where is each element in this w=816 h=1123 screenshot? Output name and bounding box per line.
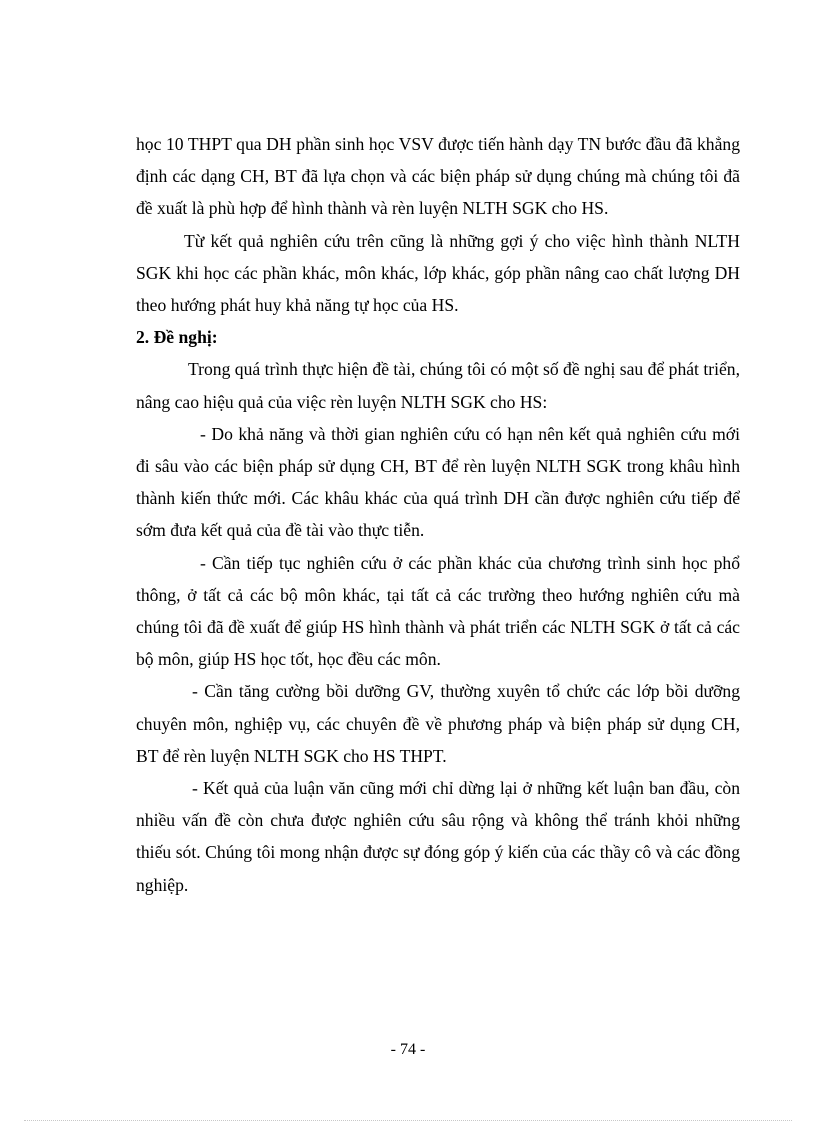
body-paragraph: - Do khả năng và thời gian nghiên cứu có hạn nên kết quả nghiên cứu mới đi sâu vào các biện pháp sử dụng CH, BT để rèn luyện NLTH SGK trong khâu hình thành kiến thức mới. Các khâu khác của quá trình DH cần được nghiên cứu tiếp để sớm đưa kết quả của đề tài vào thực tiễn. xyxy=(136,423,740,541)
body-paragraph: Từ kết quả nghiên cứu trên cũng là những gợi ý cho việc hình thành NLTH SGK khi học các phần khác, môn khác, lớp khác, góp phần nâng cao chất lượng DH theo hướng phát huy khả năng tự học của HS. xyxy=(136,230,740,316)
page-bottom-divider xyxy=(24,1120,792,1121)
body-paragraph: - Cần tăng cường bồi dưỡng GV, thường xuyên tổ chức các lớp bồi dưỡng chuyên môn, nghiệp vụ, các chuyên đề về phương pháp và biện pháp sử dụng CH, BT để rèn luyện NLTH SGK cho HS THPT. xyxy=(136,681,740,766)
body-paragraph: - Kết quả của luận văn cũng mới chỉ dừng lại ở những kết luận ban đầu, còn nhiều vấn đề còn chưa được nghiên cứu sâu rộng và không thể tránh khỏi những thiếu sót. Chúng tôi mong nhận được sự đóng góp ý kiến của các thầy cô và các đồng nghiệp. xyxy=(136,778,740,895)
body-paragraph: Trong quá trình thực hiện đề tài, chúng tôi có một số đề nghị sau để phát triển, nâng cao hiệu quả của việc rèn luyện NLTH SGK cho HS: xyxy=(136,359,740,412)
body-paragraph: - Cần tiếp tục nghiên cứu ở các phần khác của chương trình sinh học phổ thông, ở tất cả các bộ môn khác, tại tất cả các trường theo hướng nghiên cứu mà chúng tôi đã đề xuất để giúp HS hình thành và phát triển các NLTH SGK ở tất cả các bộ môn, giúp HS học tốt, học đều các môn. xyxy=(136,552,740,670)
body-paragraph: học 10 THPT qua DH phần sinh học VSV được tiến hành dạy TN bước đầu đã khẳng định các dạng CH, BT đã lựa chọn và các biện pháp sử dụng chúng mà chúng tôi đã đề xuất là phù hợp để hình thành và rèn luyện NLTH SGK cho HS. xyxy=(136,134,740,219)
section-heading: 2. Đề nghị: xyxy=(136,327,218,348)
page-number: - 74 - xyxy=(390,1041,426,1058)
document-body xyxy=(136,128,740,901)
